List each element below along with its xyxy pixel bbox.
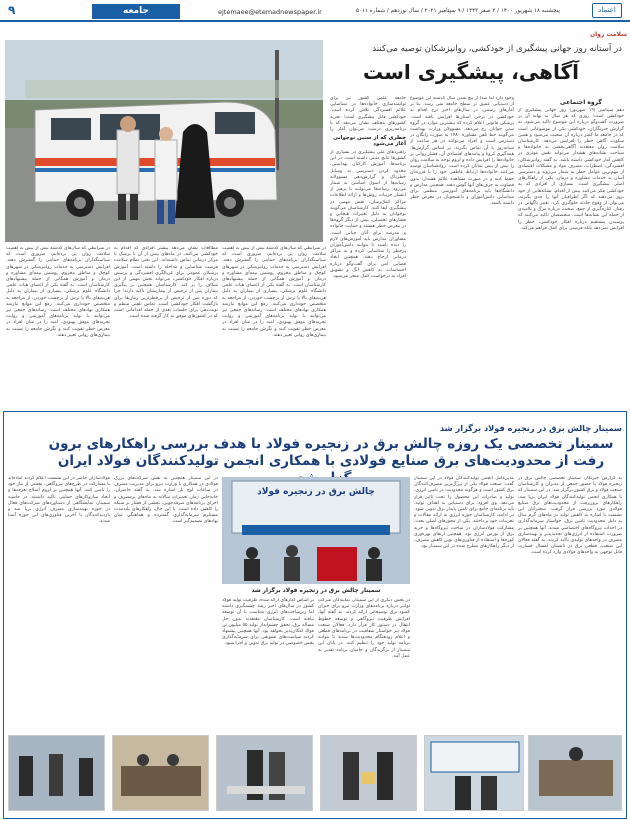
rubric: سلامت روان xyxy=(590,31,627,38)
column-3-body: راهبردهای ملی پیشگیری در بسیاری از کشورها نتایج مثبتی داشته است. در این برنامه‌ها، آموزش کارکنان بهداشتی، محدود کردن دسترسی به وسایل خطرناک و گزارش‌دهی مسوولانه رسانه‌ها از اصول اساسی به شمار می‌رود. رسانه‌ها می‌توانند با پرهیز از انتشار جزییات روش‌ها و ارائه اطلاعات مراکز کمک‌رسان، نقش مهمی در پیشگیری ایفا کنند. کارشناسان می‌گویند نوجوانان به دلیل تغییرات هیجانی و فشارهای تحصیلی، بیش از دیگر گروه‌ها در معرض خطر هستند و حمایت خانواده و مدرسه برای آنان حیاتی است. مشاوران مدارس باید آموزش‌های لازم را دیده باشند تا بتوانند دانش‌آموزان پرخطر را شناسایی کرده و به مراکز درمانی ارجاع دهند. همچنین ایجاد فضایی امن برای گفت‌وگو درباره احساسات، به کاهش انگ و تشویق افراد به درخواست کمک منجر می‌شود. xyxy=(330,150,406,280)
bottom-story-column-2: مدیرعامل انجمن تولیدکنندگان فولاد در این سمینار گفت: صنعت فولاد یکی از بزرگ‌ترین مصرف‌کنندگان برق کشور است و هرگونه محدودیت در تامین انرژی، تولید و صادرات این محصول را تحت تاثیر قرار می‌دهد. وی افزود: برای دستیابی به اهداف تولید، باید برنامه‌ای جامع برای تامین پایدار برق تدوین شود. در ادامه، کارشناسان حوزه انرژی به ارائه مقالات و تجربیات خود پرداختند. یکی از محورهای اصلی بحث، مشارکت فولادسازان در ساخت نیروگاه‌ها و خرید برق از بورس انرژی بود. همچنین ارتقای بهره‌وری کوره‌ها و استفاده از فناوری‌های نوین کاهش مصرف، از دیگر راهکارهای مطرح شده در این سمینار بود. xyxy=(414,476,514,550)
top-story-column-6: در شرایطی که سال‌های گذشته بیش از پیش به اهمیت سلامت روان پی برده‌ایم، ضروری است که سیاستگذاران برنامه‌های حمایتی را گسترش دهند. افزایش دسترسی به خدمات روانپزشکی در شهرهای کوچک و مناطق محروم، پوشش بیمه‌ای مشاوره و درمان و آموزش همگانی از جمله پیشنهادهای کارشناسان است. به گفته یکی از اعضای هیات علمی دانشگاه علوم پزشکی، بسیاری از بیماران به دلیل هزینه‌های بالا یا ترس از برچسب خوردن، از مراجعه به متخصص خودداری می‌کنند. رفع این موانع نیازمند همکاری نهادهای مختلف است. رسانه‌های جمعی نیز می‌توانند با تولید برنامه‌های آموزشی و روایت تجربه‌های موفق بهبودی، امید را در میان افراد در معرض خطر تقویت کنند و نگرش جامعه را نسبت به بیماری‌های روانی تغییر دهند. xyxy=(6,246,110,338)
top-story-column-3 xyxy=(330,96,406,408)
bottom-story-column-3: در بخش دیگری از این سمینار، نمایندگان شرکت توانیر درباره برنامه‌های وزارت نیرو برای جبران کمبود برق توضیحاتی ارائه کردند. به گفته آنها، افزایش ظرفیت نیروگاهی و توسعه خطوط انتقال در دستور کار قرار دارد. فعالان صنعت فولاد نیز خواستار شفافیت در برنامه‌های قطعی و اعلام زودهنگام محدودیت‌ها شدند تا بتوانند برنامه تولید خود را تنظیم کنند. در پایان این سمینار از برگزیدگان و حامیان برنامه تقدیر به عمل آمد. xyxy=(318,598,410,659)
section-label: جامعه xyxy=(92,4,180,19)
column-3-intro: جامعه علمی کشور نیز برای توانمندسازی خانواده‌ها در شناسایی علائم افسردگی تلاش کرده است. خودکشی قابل پیشگیری است؛ تجربه کشورهای مختلف نشان می‌دهد که با برنامه‌ریزی درست می‌توان آمار را xyxy=(330,96,406,132)
seminar-thumbnail-6 xyxy=(528,735,622,811)
column-3-subhead: خطری که از سنین نوجوانی آغاز می‌شود xyxy=(333,135,406,147)
byline: گروه اجتماعی xyxy=(560,99,602,106)
seminar-photo xyxy=(222,477,410,584)
newspaper-logo: اعتماد xyxy=(592,3,622,18)
top-story-column-5: مطالعات نشان می‌دهد بیشتر افرادی که اقدام به خودکشی می‌کنند، در ماه‌های پیش از آن با پزشک یا مرکز درمانی تماس داشته‌اند. این یعنی نظام سلامت فرصت شناسایی و مداخله را داشته است. آموزش پزشکان عمومی برای غربالگری افسردگی و پرسش درباره افکار خودکشی، می‌تواند بخش مهمی از این شکاف را پر کند. کارشناسان همچنین بر پیگیری بیماران پس از ترخیص از بیمارستان تاکید دارند؛ چرا که دوره پس از ترخیص از پرخطرترین زمان‌ها برای بازگشت افکار خودکشی است. تماس تلفنی منظم و نوبت‌دهی برای جلسات بعدی از جمله اقداماتی است که در کشورهای موفق به کار گرفته شده است. xyxy=(114,246,218,320)
bottom-story-column-1: به گزارش خبرنگار، سمینار تخصصی چالش برق در زنجیره فولاد با حضور جمعی از مدیران و کارشناسان صنعت فولاد و برق کشور برگزار شد. در این سمینار که با همکاری انجمن تولیدکنندگان فولاد ایران برپا شد، راهکارهای برون‌رفت از محدودیت‌های برق صنایع فولادی مورد بررسی قرار گرفت. سخنرانان این نشست با اشاره به کاهش تولید در ماه‌های گرم سال به دلیل محدودیت تامین برق، خواستار سرمایه‌گذاری در احداث نیروگاه‌های اختصاصی شدند. آنها همچنین بر ضرورت استفاده از انرژی‌های تجدیدپذیر و بهینه‌سازی مصرف در واحدهای تولیدی تاکید کردند. به گفته فعالان این صنعت، قطعی برق در تابستان امسال خسارت قابل توجهی به واحدهای فولادی وارد کرده است. xyxy=(518,476,622,556)
bottom-story-column-4: بر اساس آمارهای ارائه شده، ظرفیت تولید فولاد کشور در سال‌های اخیر رشد چشمگیری داشته اما زیرساخت‌های انرژی متناسب با آن توسعه نیافته است. کارشناسان معتقدند بدون حل مساله برق، تحقق چشم‌انداز تولید ۵۵ میلیون تن فولاد امکان‌پذیر نخواهد بود. آنها همچنین پیشنهاد کردند سیاست‌های تشویقی برای سرمایه‌گذاری بخش خصوصی در تولید برق تدوین و اجرا شود. xyxy=(222,598,314,647)
seminar-banner-text: چالش برق در زنجیره فولاد xyxy=(257,487,375,497)
section-email: ejtemaee@etemadnewspaper.ir xyxy=(218,8,322,16)
ambulance-photo xyxy=(5,40,323,242)
seminar-thumbnail-3 xyxy=(216,735,313,811)
bottom-story-column-5: در این سمینار همچنین به نقش شرکت‌های بزرگ فولادی در همکاری با وزارت نیرو برای مدیریت مصرف در ساعات اوج بار اشاره شد. به گفته حاضران، جابه‌جایی زمان تعمیرات سالانه به ماه‌های پرمصرف و اجرای برنامه‌های صرفه‌جویی، بخشی از فشار بر شبکه را کاهش داده است. با این حال، راهکارهای بلندمدت مستلزم سرمایه‌گذاری گسترده و هماهنگی میان نهادهای تصمیم‌گیر است. xyxy=(114,476,218,525)
seminar-thumbnail-5 xyxy=(424,735,524,811)
top-story-headline: آگاهی، پیشگیری است xyxy=(363,60,579,84)
seminar-thumbnail-1 xyxy=(8,735,105,811)
page-number: ۹ xyxy=(8,3,16,17)
top-story-column-2: وجود دارد اما صدا از پیچ شدن سال گذشته این موضوع از دستیابی عمیق تر سطح جامعه نمی رسد. بنا بر آمارهای رسمی، در سال‌های اخیر نرخ اقدام به خودکشی در برخی استان‌ها افزایش یافته است. پزشکی قانونی اعلام کرده که بیشترین موارد در گروه سنی جوانان رخ می‌دهد. مسوولان وزارت بهداشت می‌گویند خط تلفن مشاوره ۱۴۸۰ به صورت رایگان در دسترس است و افراد می‌توانند در هر ساعت از شبانه‌روز با آن تماس بگیرند. بر اساس گزارش‌ها، همه‌گیری کرونا و پیامدهای اقتصادی آن، فشار روانی بر خانواده‌ها را افزایش داده و لزوم توجه به سلامت روان را بیش از پیش نمایان کرده است. روانشناسان توصیه می‌کنند خانواده‌ها ارتباط عاطفی خود را با فرزندان حفظ کنند و در صورت مشاهده علائم هشدار، بدون قضاوت به حرف‌های آنها گوش دهند. همچنین مدارس و دانشگاه‌ها باید برنامه‌های آموزشی منظمی برای شناسایی دانش‌آموزان و دانشجویان در معرض خطر داشته باشند. xyxy=(410,96,514,207)
seminar-thumbnail-2 xyxy=(112,735,209,811)
seminar-photo-caption: سمینار چالش برق در زنجیره فولاد برگزار شد xyxy=(251,588,381,594)
bottom-story-column-6: فولادسازان حاضر در این نشست اعلام کردند آماده‌اند با مشارکت در طرح‌های نیروگاهی، بخشی از نیاز خود را تامین کنند. آنها همچنین بر لزوم اصلاح تعرفه‌ها و ایجاد سازوکارهای حمایتی تاکید داشتند. در حاشیه سمینار، نمایشگاهی از دستاوردهای شرکت‌های فعال در حوزه بهینه‌سازی مصرف انرژی برپا شد و بازدیدکنندگان با آخرین فناوری‌های این حوزه آشنا شدند. xyxy=(8,476,110,525)
top-story-column-4: در شرایطی که سال‌های گذشته بیش از پیش به اهمیت سلامت روان پی برده‌ایم، ضروری است که سیاستگذاران برنامه‌های حمایتی را گسترش دهند. افزایش دسترسی به خدمات روانپزشکی در شهرهای کوچک و مناطق محروم، پوشش بیمه‌ای مشاوره و درمان و آموزش همگانی از جمله پیشنهادهای کارشناسان است. به گفته یکی از اعضای هیات علمی دانشگاه علوم پزشکی، بسیاری از بیماران به دلیل هزینه‌های بالا یا ترس از برچسب خوردن، از مراجعه به متخصص خودداری می‌کنند. رفع این موانع نیازمند همکاری نهادهای مختلف است. رسانه‌های جمعی نیز می‌توانند با تولید برنامه‌های آموزشی و روایت تجربه‌های موفق بهبودی، امید را در میان افراد در معرض خطر تقویت کنند و نگرش جامعه را نسبت به بیماری‌های روانی تغییر دهند. xyxy=(222,246,326,338)
bottom-story-kicker: سمینار چالش برق در زنجیره فولاد برگزار شد xyxy=(439,423,622,433)
top-story-kicker: در آستانه روز جهانی پیشگیری از خودکشی، روانپزشکان توصیه می‌کنند xyxy=(372,44,622,54)
seminar-thumbnail-4 xyxy=(320,735,417,811)
top-story-column-1: دهم سپتامبر (۱۹ شهریور) روز جهانی پیشگیری از خودکشی است؛ روزی که هر سال به بهانه آن بر ضرورت گفت‌وگو درباره این موضوع تاکید می‌شود. به گزارش خبرنگاران، خودکشی یکی از موضوعاتی است که در جامعه ما کمتر درباره آن صحبت می‌شود و همین سکوت، گاهی خطر را افزایش می‌دهد. کارشناسان سلامت روان معتقدند آگاهی‌بخشی به خانواده‌ها و شناخت نشانه‌های هشدار می‌تواند نقش موثری در کاهش آمار خودکشی داشته باشد. به گفته روانپزشکان، افسردگی، اضطراب، مصرف مواد و مشکلات اقتصادی از مهم‌ترین عوامل خطر به شمار می‌روند و دسترسی آسان به خدمات مشاوره و درمان، یکی از راهکارهای اصلی پیشگیری است. بسیاری از افرادی که به خودکشی فکر می‌کنند پیش از اقدام، نشانه‌هایی از خود بروز می‌دهند که اگر اطرافیان آنها را جدی بگیرند، می‌توان از وقوع حادثه جلوگیری کرد. تغییر ناگهانی در رفتار، کناره‌گیری از جمع، صحبت درباره مرگ و ناامیدی از جمله این نشانه‌ها است. متخصصان تاکید می‌کنند که پرسیدن مستقیم درباره افکار خودکشی، خطر را افزایش نمی‌دهد بلکه فرصتی برای کمک فراهم می‌کند. xyxy=(518,108,624,231)
bottom-story-headline: سمینار تخصصی یک روزه چالش برق در زنجیره فولاد با هدف بررسی راهکارهای برون رفت از محدودیت‌های برق صنایع فولادی با همکاری انجمن تولیدکنندگان فولاد ایران xyxy=(48,436,614,469)
dateline: پنجشنبه ۱۸ شهریور ۱۴۰۰ / ۲ صفر ۱۴۴۳ / ۹ سپتامبر ۲۰۲۱ / سال نوزدهم / شماره ۵۰۱۱ xyxy=(356,8,560,14)
